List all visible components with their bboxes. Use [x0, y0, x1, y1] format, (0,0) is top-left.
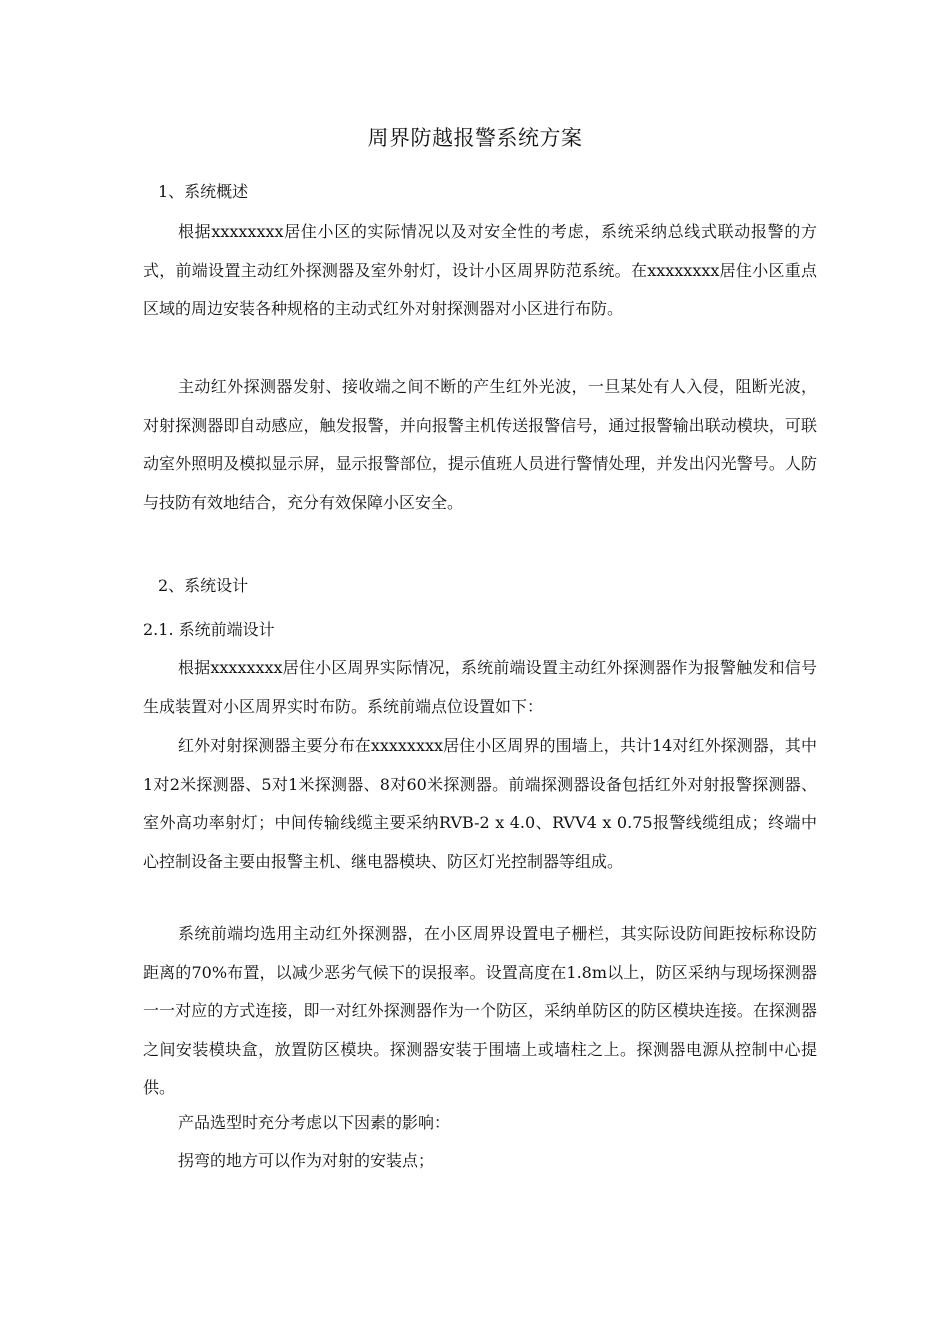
section-heading-design: 2、系统设计 [158, 576, 249, 595]
frontend-paragraph-1: 根据xxxxxxxx居住小区周界实际情况，系统前端设置主动红外探测器作为报警触发和信号生成装置对小区周界实时布防。系统前端点位设置如下： [143, 658, 817, 716]
frontend-paragraph-2: 红外对射探测器主要分布在xxxxxxxx居住小区周界的围墙上，共计14对红外探测器，其中1对2米探测器、5对1米探测器、8对60米探测器。前端探测器设备包括红外对射报警探测器、室外高功率射灯；中间传输线缆主要采纳RVB-2 x 4.0、RVV4 x 0.75报警线缆组成；终端中心控制设备主要由报警主机、继电器模块、防区灯光控制器等组成。 [143, 736, 817, 871]
frontend-paragraph-4: 产品选型时充分考虑以下因素的影响： [178, 1113, 451, 1132]
overview-paragraph-1: 根据xxxxxxxx居住小区的实际情况以及对安全性的考虑，系统采纳总线式联动报警的方式，前端设置主动红外探测器及室外射灯，设计小区周界防范系统。在xxxxxxxx居住小区重点区域的周边安装各种规格的主动式红外对射探测器对小区进行布防。 [143, 222, 817, 318]
frontend-paragraph-5: 拐弯的地方可以作为对射的安装点； [178, 1151, 435, 1170]
frontend-paragraph-3: 系统前端均选用主动红外探测器，在小区周界设置电子栅栏，其实际设防间距按标称设防距离的70%布置，以减少恶劣气候下的误报率。设置高度在1.8m以上，防区采纳与现场探测器一一对应的方式连接，即一对红外探测器作为一个防区，采纳单防区的防区模块连接。在探测器之间安装模块盒，放置防区模块。探测器安装于围墙上或墙柱之上。探测器电源从控制中心提供。 [143, 924, 817, 1097]
document-title: 周界防越报警系统方案 [367, 126, 583, 150]
section-heading-overview: 1、系统概述 [158, 182, 249, 201]
subsection-heading-frontend: 2.1. 系统前端设计 [143, 620, 275, 639]
overview-paragraph-2: 主动红外探测器发射、接收端之间不断的产生红外光波，一旦某处有人入侵，阻断光波，对射探测器即自动感应，触发报警，并向报警主机传送报警信号，通过报警输出联动模块，可联动室外照明及模拟显示屏，显示报警部位，提示值班人员进行警情处理，并发出闪光警号。人防与技防有效地结合，充分有效保障小区安全。 [143, 377, 817, 512]
